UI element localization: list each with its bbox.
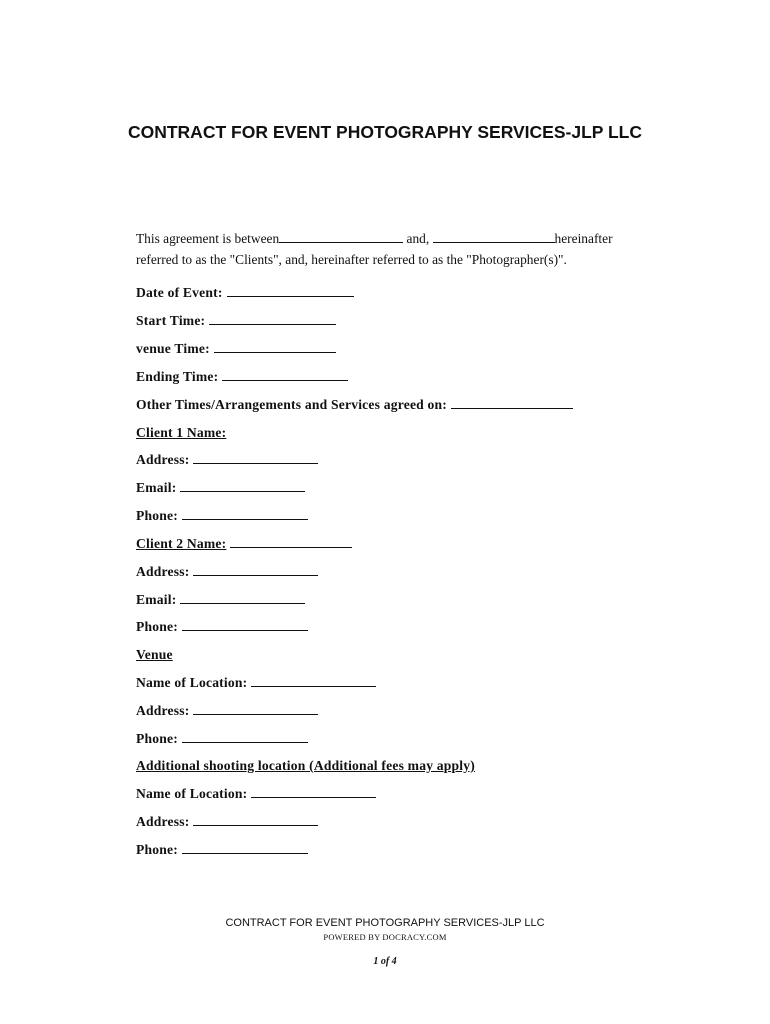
venue-address-label: Address: <box>136 703 190 718</box>
other-times-label: Other Times/Arrangements and Services agreed on: <box>136 397 448 412</box>
start-time-blank[interactable] <box>209 313 336 325</box>
venue-phone-blank[interactable] <box>182 731 308 743</box>
client1-email-field <box>136 480 305 496</box>
client1-address-field <box>136 452 318 468</box>
venue-location-name-label: Name of Location: <box>136 675 248 690</box>
intro-text-part1: This agreement is between <box>136 231 280 246</box>
client2-address-blank[interactable] <box>193 564 318 576</box>
venue-heading: Venue <box>136 647 173 662</box>
client2-name-blank[interactable] <box>230 536 352 548</box>
other-times-field <box>136 397 573 413</box>
client-name-blank-1[interactable] <box>279 231 403 243</box>
footer-powered-by: POWERED BY DOCRACY.COM <box>323 932 447 942</box>
client2-heading: Client 2 Name: <box>136 536 227 551</box>
venue-time-field <box>136 341 336 357</box>
client2-email-blank[interactable] <box>180 592 305 604</box>
ending-time-field <box>136 369 348 385</box>
ending-time-label: Ending Time: <box>136 369 219 384</box>
additional-location-name-label: Name of Location: <box>136 786 248 801</box>
client2-email-field <box>136 592 305 608</box>
client2-phone-label: Phone: <box>136 619 178 634</box>
additional-address-label: Address: <box>136 814 190 829</box>
page-number: 1 of 4 <box>373 956 397 967</box>
client1-address-blank[interactable] <box>193 452 318 464</box>
venue-time-label: venue Time: <box>136 341 210 356</box>
footer-title: CONTRACT FOR EVENT PHOTOGRAPHY SERVICES-JLP LLC <box>225 917 545 929</box>
venue-location-name-blank[interactable] <box>251 675 376 687</box>
client2-phone-blank[interactable] <box>182 619 308 631</box>
additional-address-field <box>136 814 318 830</box>
additional-phone-blank[interactable] <box>182 842 308 854</box>
start-time-field <box>136 313 336 329</box>
client1-phone-blank[interactable] <box>182 508 308 520</box>
venue-phone-field <box>136 731 308 747</box>
date-of-event-label: Date of Event: <box>136 285 223 300</box>
venue-location-name-field <box>136 675 376 691</box>
additional-location-name-blank[interactable] <box>251 786 376 798</box>
start-time-label: Start Time: <box>136 313 206 328</box>
client1-email-label: Email: <box>136 480 177 495</box>
date-of-event-blank[interactable] <box>227 285 354 297</box>
venue-address-field <box>136 703 318 719</box>
client1-heading-row <box>136 425 226 441</box>
venue-address-blank[interactable] <box>193 703 318 715</box>
additional-location-name-field <box>136 786 376 802</box>
venue-heading-row <box>136 647 173 663</box>
venue-time-blank[interactable] <box>214 341 336 353</box>
client1-phone-field <box>136 508 308 524</box>
client2-heading-row <box>136 536 352 552</box>
client2-address-label: Address: <box>136 564 190 579</box>
additional-address-blank[interactable] <box>193 814 318 826</box>
intro-text-part3: hereinafter referred to as the "Clients", and, hereinafter referred to as the "Photographer(s)". <box>136 231 613 267</box>
page-title: CONTRACT FOR EVENT PHOTOGRAPHY SERVICES-JLP LLC <box>127 122 643 142</box>
additional-phone-field <box>136 842 308 858</box>
client1-email-blank[interactable] <box>180 480 305 492</box>
client1-address-label: Address: <box>136 452 190 467</box>
intro-paragraph <box>136 229 636 270</box>
other-times-blank[interactable] <box>451 397 573 409</box>
date-of-event-field <box>136 285 354 301</box>
venue-phone-label: Phone: <box>136 731 178 746</box>
client2-phone-field <box>136 619 308 635</box>
additional-location-heading: Additional shooting location (Additional fees may apply) <box>136 758 476 773</box>
client1-heading: Client 1 Name: <box>136 425 227 440</box>
additional-phone-label: Phone: <box>136 842 178 857</box>
client1-phone-label: Phone: <box>136 508 178 523</box>
additional-location-heading-row <box>136 758 475 774</box>
client2-address-field <box>136 564 318 580</box>
client-name-blank-2[interactable] <box>433 231 555 243</box>
ending-time-blank[interactable] <box>222 369 348 381</box>
intro-text-part2: and, <box>403 231 433 246</box>
client2-email-label: Email: <box>136 592 177 607</box>
